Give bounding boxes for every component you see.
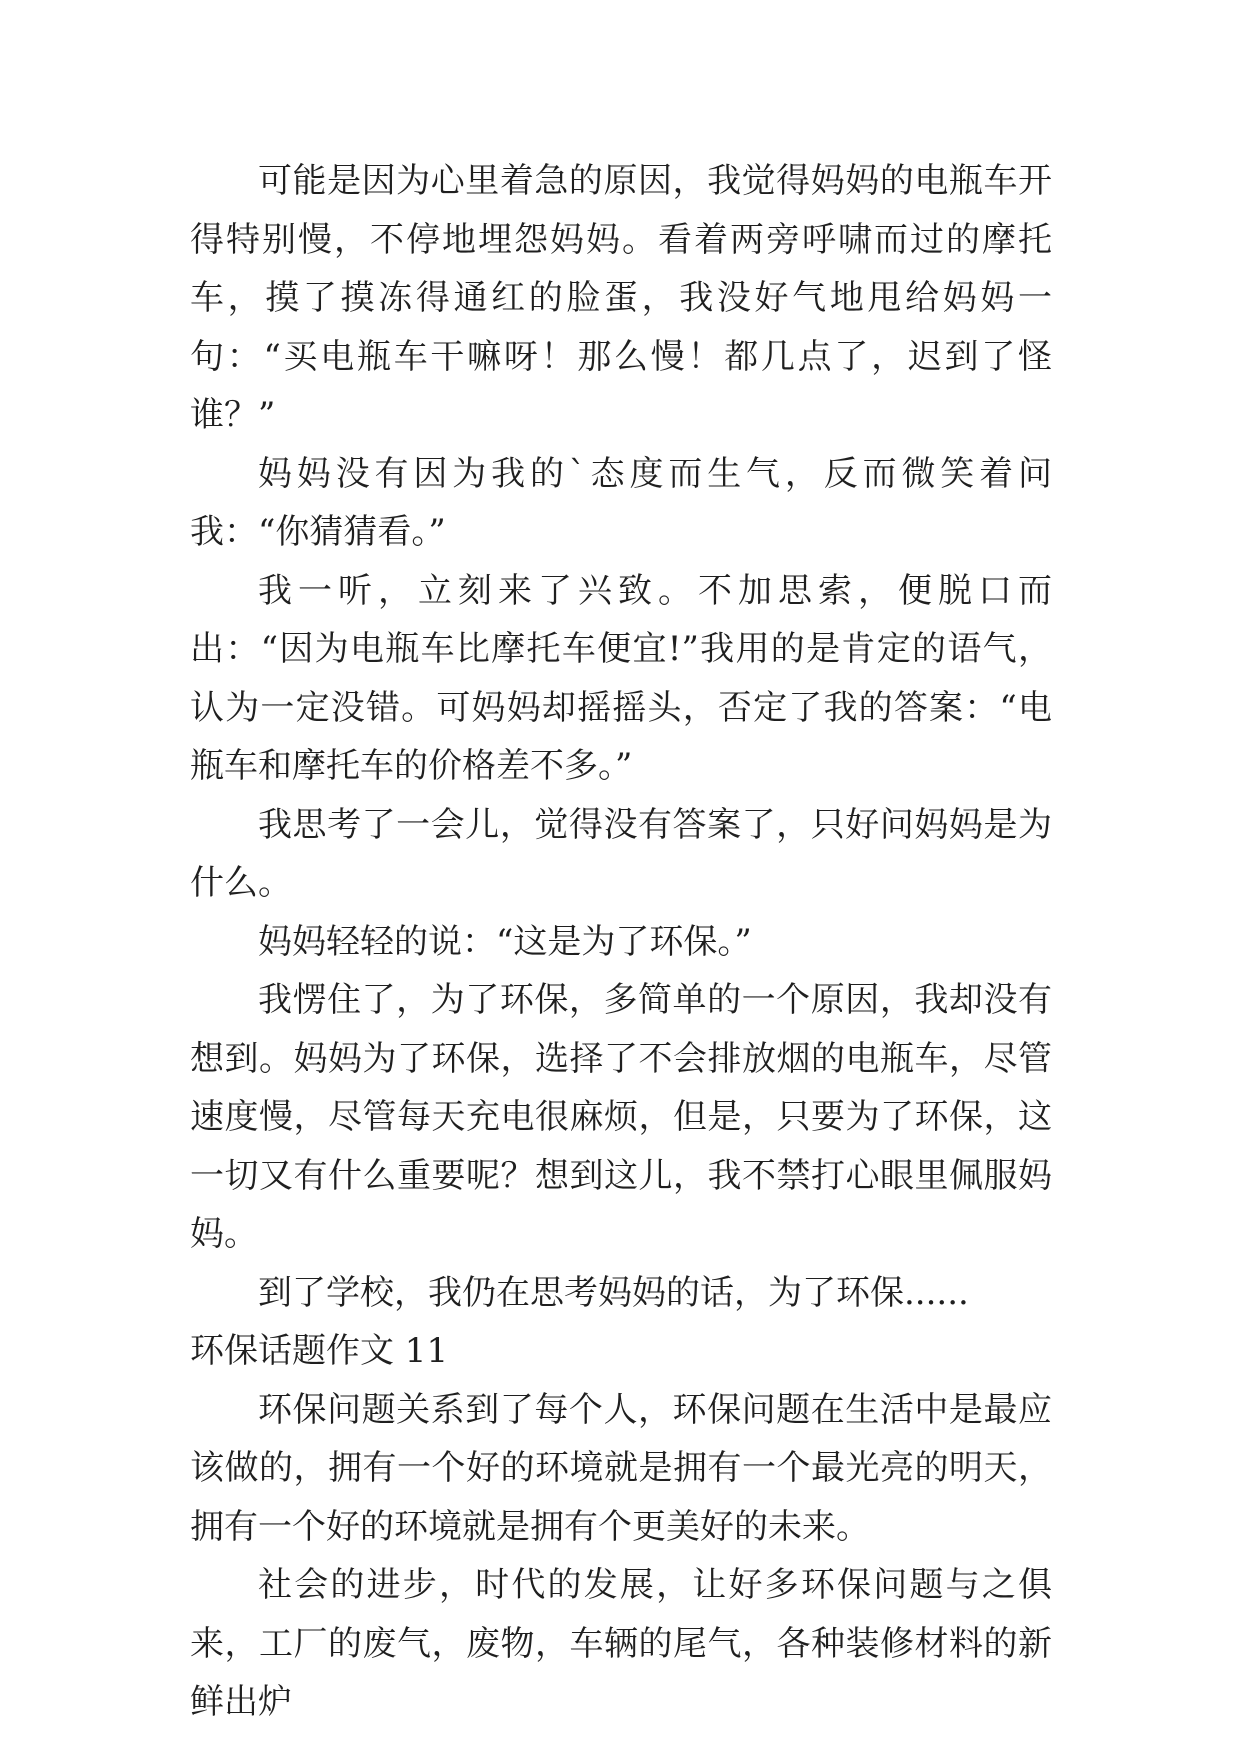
document-body [190, 152, 1052, 1732]
paragraph: 我一听，立刻来了兴致。不加思索，便脱口而出：“因为电瓶车比摩托车便宜!”我用的是肯定的语气，认为一定没错。可妈妈却摇摇头，否定了我的答案：“电瓶车和摩托车的价格差不多。” [190, 570, 1052, 786]
paragraph: 可能是因为心里着急的原因，我觉得妈妈的电瓶车开得特别慢，不停地埋怨妈妈。看着两旁呼啸而过的摩托车，摸了摸冻得通红的脸蛋，我没好气地甩给妈妈一句：“买电瓶车干嘛呀！那么慢！都几点了，迟到了怪谁？” [190, 161, 1052, 435]
paragraph: 环保问题关系到了每个人，环保问题在生活中是最应该做的，拥有一个好的环境就是拥有一个最光亮的明天，拥有一个好的环境就是拥有个更美好的未来。 [190, 1389, 1052, 1547]
section-heading: 环保话题作文 11 [190, 1331, 449, 1371]
paragraph: 妈妈没有因为我的`态度而生气，反而微笑着问我：“你猜猜看。” [190, 453, 1052, 552]
paragraph: 我思考了一会儿，觉得没有答案了，只好问妈妈是为什么。 [190, 804, 1052, 903]
paragraph: 我愣住了，为了环保，多简单的一个原因，我却没有想到。妈妈为了环保，选择了不会排放烟的电瓶车，尽管速度慢，尽管每天充电很麻烦，但是，只要为了环保，这一切又有什么重要呢？想到这儿，我不禁打心眼里佩服妈妈。 [190, 980, 1052, 1254]
paragraph: 妈妈轻轻的说：“这是为了环保。” [258, 921, 752, 962]
paragraph: 社会的进步，时代的发展，让好多环保问题与之俱来，工厂的废气，废物，车辆的尾气，各种装修材料的新鲜出炉 [190, 1565, 1052, 1722]
paragraph: 到了学校，我仍在思考妈妈的话，为了环保...... [258, 1272, 969, 1313]
